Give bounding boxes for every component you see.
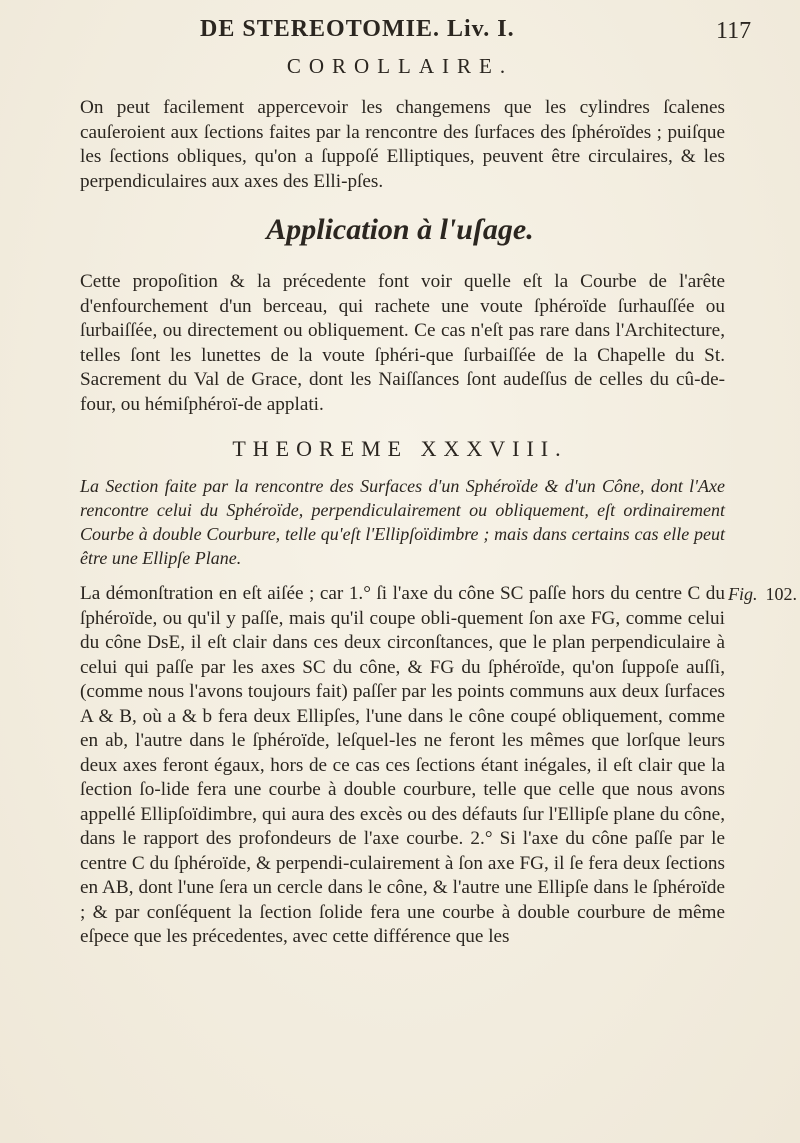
application-heading: Application à l'uſage. xyxy=(266,213,534,246)
page-number: 117 xyxy=(716,18,752,44)
corollary-heading: COROLLAIRE. xyxy=(286,54,514,78)
figure-number: 102. xyxy=(765,584,797,604)
corollary-paragraph: On peut facilement appercevoir les changemens que les cylindres ſcalenes cauſeroient aux ſections faites par la rencontre des ſurfaces des ſphéroïdes ; puiſque les ſections obliques, qu'on a ſuppoſé Elliptiques, peuvent être circulaires, & les perpendiculaires aux axes des Elli-pſes. xyxy=(80,97,725,192)
theorem-title: THEOREME XXXVIII. xyxy=(232,436,568,461)
figure-label: Fig. xyxy=(728,584,758,604)
figure-reference xyxy=(728,584,797,605)
theorem-statement: La Section faite par la rencontre des Surfaces d'un Sphéroïde & d'un Cône, dont l'Axe rencontre celui du Sphéroïde, perpendiculairement ou obliquement, eſt ordinairement Courbe à double Courbure, telle qu'eſt l'Ellipſoïdimbre ; mais dans certains cas elle peut être une Ellipſe Plane. xyxy=(80,476,725,568)
demonstration-paragraph: La démonſtration en eſt aiſée ; car 1.° ſi l'axe du cône SC paſſe hors du centre C du ſphéroïde, ou qu'il y paſſe, mais qu'il coupe obli-quement ſon axe FG, comme celui du cône DsE, il eſt clair dans ces deux circonſtances, que le plan perpendiculaire à celui qui paſſe par les axes SC du cône, & FG du ſphéroïde, qu'on ſuppoſe auſſi, (comme nous l'avons toujours fait) paſſer par les points communs aux deux ſurfaces A & B, où a & b fera deux Ellipſes, l'une dans le cône coupé obliquement, comme en ab, l'autre dans le ſphéroïde, leſquel-les ne feront les mêmes que lorſque leurs deux axes feront égaux, hors de ce cas ces ſections étant inégales, il eſt clair que la ſection ſo-lide fera une courbe à double courbure, telle que celle que nous avons appellé Ellipſoïdimbre, qui aura des excès ou des défauts ſur l'Ellipſe plane du cône, dans le rapport des profondeurs de l'axe courbe. 2.° Si l'axe du cône paſſe par le centre C du ſphéroïde, & perpendi-culairement à ſon axe FG, il ſe fera deux ſections en AB, dont l'une ſera un cercle dans le cône, & l'autre une Ellipſe dans le ſphéroïde ; & par conſéquent la ſection ſolide fera une courbe à double courbure de même eſpece que les précedentes, avec cette différence que les xyxy=(80,583,725,947)
application-paragraph: Cette propoſition & la précedente font voir quelle eſt la Courbe de l'arête d'enfourchement d'un berceau, qui rachete une voute ſphéroïde ſurhauſſée ou ſurbaiſſée, ou directement ou obliquement. Ce cas n'eſt pas rare dans l'Architecture, telles ſont les lunettes de la voute ſphéri-que ſurbaiſſée de la Chapelle du St. Sacrement du Val de Grace, dont les Naiſſances ſont audeſſus de celles du cû-de-four, ou hémiſphéroï-de applati. xyxy=(80,271,725,415)
page-header xyxy=(0,14,800,54)
running-head: DE STEREOTOMIE. Liv. I. xyxy=(200,16,515,42)
